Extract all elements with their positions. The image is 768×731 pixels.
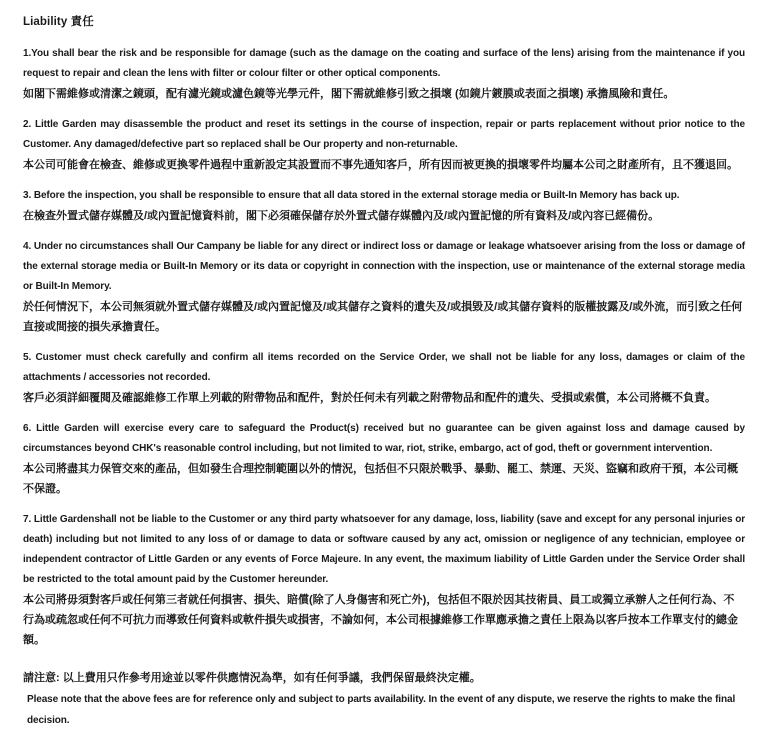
clause-2-chinese: 本公司可能會在檢查、維修或更換零件過程中重新設定其設置而不事先通知客戶，所有因而被更換的損壞零件均屬本公司之財產所有，且不獲退回。: [23, 159, 738, 171]
page-title: Liability 責任: [23, 16, 94, 28]
footer-note: [23, 668, 745, 731]
clause-7-chinese: 本公司將毋須對客戶或任何第三者就任何損害、損失、賠償(除了人身傷害和死亡外)，包括但不限於因其技術員、員工或獨立承辦人之任何行為、不行為或疏忽或任何不可抗力而導致任何資料或軟件損失或損害，不論如何，本公司根據維修工作單應承擔之責任上限為以客戶按本工作單支付的總金額。: [23, 594, 738, 646]
clause-4-english: 4. Under no circumstances shall Our Campany be liable for any direct or indirect loss or damage or leakage whatsoever arising from the loss or damage of the external storage media or Built-In Memory or its data or copyright in connection with the inspection, use or maintenance of the external storage media or Built-In Memory.: [23, 241, 745, 292]
clause-6: [23, 419, 745, 499]
clause-3-chinese: 在檢查外置式儲存媒體及/或內置記憶資料前，閣下必須確保儲存於外置式儲存媒體內及/或內置記憶的所有資料及/或內容已經備份。: [23, 210, 660, 222]
clause-5-english: 5. Customer must check carefully and confirm all items recorded on the Service Order, we shall not be liable for any loss, damages or claim of the attachments / accessories not recorded.: [23, 352, 745, 383]
clause-3: [23, 186, 745, 226]
clause-7: [23, 510, 745, 650]
footer-note-chinese: 請注意: 以上費用只作參考用途並以零件供應情況為準，如有任何爭議，我們保留最終決定權。: [23, 672, 481, 684]
footer-note-english: Please note that the above fees are for reference only and subject to parts availability. In the event of any dispute, we reserve the rights to make the final decision.: [27, 694, 736, 726]
clause-4: [23, 237, 745, 337]
clause-2: [23, 115, 745, 175]
clause-3-english: 3. Before the inspection, you shall be responsible to ensure that all data stored in the external storage media or Built-In Memory has back up.: [23, 190, 680, 201]
clause-1-chinese: 如閣下需維修或清潔之鏡頭，配有濾光鏡或濾色鏡等光學元件，閣下需就維修引致之損壞 (如鏡片鍍膜或表面之損壞) 承擔風險和責任。: [23, 88, 675, 100]
clause-4-chinese: 於任何情況下，本公司無須就外置式儲存媒體及/或內置記憶及/或其儲存之資料的遺失及/或損毀及/或其儲存資料的版權披露及/或外流，而引致之任何直接或間接的損失承擔責任。: [23, 301, 743, 333]
clause-1: [23, 44, 745, 104]
clause-7-english: 7. Little Gardenshall not be liable to the Customer or any third party whatsoever for any damage, loss, liability (save and except for any personal injuries or death) including but not limited to any loss of or damage to data or software caused by any act, omission or negligence of any technician, employee or independent contractor of Little Garden or any events of Force Majeure. In any event, the maximum liability of Little Garden under the Service Order shall be restricted to the total amount paid by the Customer hereunder.: [23, 514, 745, 585]
clause-5: [23, 348, 745, 408]
clause-6-english: 6. Little Garden will exercise every care to safeguard the Product(s) received but no guarantee can be given against loss and damage caused by circumstances beyond CHK's reasonable control including, but not limited to war, riot, strike, embargo, act of god, theft or government intervention.: [23, 423, 745, 454]
clause-1-english: 1.You shall bear the risk and be responsible for damage (such as the damage on the coating and surface of the lens) arising from the maintenance if you request to repair and clean the lens with filter or colour filter or other optical components.: [23, 48, 745, 79]
clause-6-chinese: 本公司將盡其力保管交來的產品，但如發生合理控制範圍以外的情況，包括但不只限於戰爭、暴動、罷工、禁運、天災、盜竊和政府干預，本公司概不保證。: [23, 463, 738, 495]
clause-2-english: 2. Little Garden may disassemble the product and reset its settings in the course of inspection, repair or parts replacement without prior notice to the Customer. Any damaged/defective part so replaced shall be Our property and non-returnable.: [23, 119, 745, 150]
clause-5-chinese: 客戶必須詳細覆閱及確認維修工作單上列載的附帶物品和配件，對於任何未有列載之附帶物品和配件的遺失、受損或索償，本公司將概不負責。: [23, 392, 716, 404]
